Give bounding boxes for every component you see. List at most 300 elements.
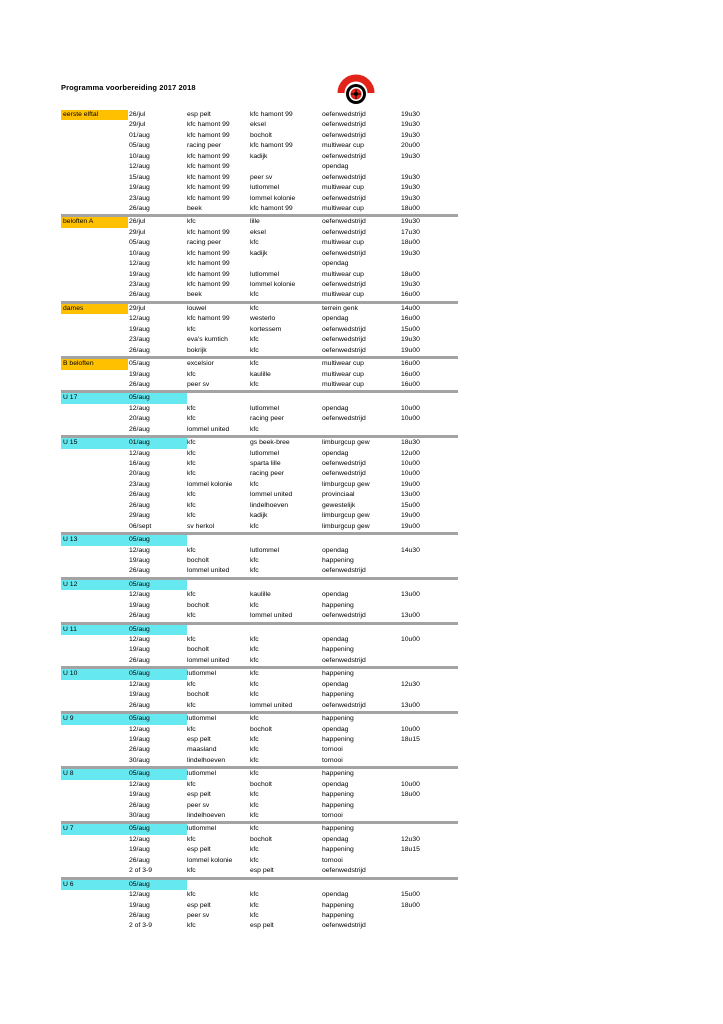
section-label: U 13 [61, 535, 128, 545]
date-cell: 19/aug [129, 646, 150, 654]
home-team-cell: kfc [187, 460, 196, 467]
home-team-cell: maasland [187, 746, 217, 754]
away-team-cell: kfc hamont 99 [250, 111, 293, 118]
home-team-cell: kfc [187, 680, 196, 688]
table-row [61, 501, 458, 511]
time-cell: 16u00 [401, 370, 420, 378]
table-row [61, 183, 458, 193]
time-cell: 13u00 [401, 612, 420, 620]
home-team-cell: sv herkol [187, 522, 215, 530]
section-label: dames [61, 304, 128, 314]
table-row [61, 590, 458, 600]
away-team-cell: esp pelt [250, 922, 274, 930]
match-type-cell: oefenwedstrijd [322, 470, 366, 478]
match-type-cell: opendag [322, 163, 349, 171]
away-team-cell: bocholt [250, 835, 272, 843]
table-row [61, 835, 458, 845]
table-row [61, 325, 458, 335]
match-type-cell: oefenwedstrijd [322, 131, 366, 139]
home-team-cell: kfc [187, 591, 196, 599]
match-type-cell: provinciaal [322, 491, 355, 499]
table-row [61, 735, 458, 745]
home-team-cell: lutlommel [187, 670, 217, 678]
time-cell: 13u00 [401, 701, 420, 709]
away-team-cell: bocholt [250, 131, 272, 139]
home-team-cell: kfc hamont 99 [187, 121, 230, 129]
date-cell: 26/aug [129, 501, 150, 509]
away-team-cell: bocholt [250, 780, 272, 788]
home-team-cell: esp pelt [187, 846, 211, 854]
away-team-cell: kfc [250, 522, 259, 530]
away-team-cell: kfc [250, 901, 259, 909]
away-team-cell: kfc [250, 846, 259, 854]
away-team-cell: kadijk [250, 249, 268, 257]
away-team-cell: kfc [250, 715, 259, 723]
time-cell: 12u30 [401, 680, 420, 688]
home-team-cell: kfc hamont 99 [187, 163, 230, 171]
home-team-cell: kfc [187, 780, 196, 788]
time-cell: 18u00 [401, 270, 420, 278]
table-row [61, 580, 458, 590]
time-cell: 19u30 [401, 131, 420, 139]
away-team-cell: kfc [250, 636, 259, 643]
table-row [61, 669, 458, 679]
table-row [61, 438, 458, 448]
date-cell: 26/aug [129, 612, 150, 620]
time-cell: 10u00 [401, 725, 420, 733]
away-team-cell: kfc [250, 812, 259, 819]
away-team-cell: kfc [250, 291, 259, 299]
section-label: U 15 [61, 438, 128, 448]
section-label: U 6 [61, 880, 128, 890]
table-row [61, 359, 458, 369]
away-team-cell: lutlommel [250, 546, 280, 554]
table-row [61, 425, 458, 435]
away-team-cell: kfc [250, 801, 259, 809]
home-team-cell: peer sv [187, 911, 210, 919]
match-type-cell: opendag [322, 591, 349, 599]
date-cell: 30/aug [129, 756, 150, 764]
table-row [61, 690, 458, 700]
match-type-cell: oefenwedstrijd [322, 194, 366, 202]
away-team-cell: kfc [250, 891, 259, 899]
home-team-cell: kfc [187, 439, 196, 447]
away-team-cell: kadijk [250, 512, 268, 520]
home-team-cell: lommel united [187, 567, 230, 575]
section-u-9 [61, 714, 458, 766]
away-team-cell: esp pelt [250, 867, 274, 875]
match-type-cell: opendag [322, 449, 349, 457]
home-team-cell: lommel united [187, 656, 230, 664]
match-type-cell: happening [322, 911, 354, 919]
match-type-cell: opendag [322, 636, 349, 643]
match-type-cell: oefenwedstrijd [322, 173, 366, 181]
home-team-cell: kfc [187, 546, 196, 554]
away-team-cell: gs beek-bree [250, 439, 290, 447]
home-team-cell: kfc hamont 99 [187, 270, 230, 278]
away-team-cell: kfc hamont 99 [250, 204, 293, 212]
date-cell: 19/aug [129, 846, 150, 854]
away-team-cell: kfc [250, 425, 259, 433]
away-team-cell: kortessem [250, 325, 282, 333]
date-cell: 05/aug [128, 824, 187, 834]
home-team-cell: kfc hamont 99 [187, 173, 230, 181]
table-row [61, 152, 458, 162]
table-row [61, 280, 458, 290]
table-row [61, 714, 458, 724]
home-team-cell: kfc [187, 835, 196, 843]
section-dames [61, 304, 458, 356]
time-cell: 19u00 [401, 522, 420, 530]
away-team-cell: racing peer [250, 470, 285, 478]
home-team-cell: beek [187, 204, 202, 212]
time-cell: 10u00 [401, 780, 420, 788]
home-team-cell: esp pelt [187, 901, 211, 909]
date-cell: 2 of 3-9 [129, 867, 153, 875]
time-cell: 18u00 [401, 791, 420, 799]
section-label: U 10 [61, 669, 128, 679]
time-cell: 15u00 [401, 891, 420, 899]
table-row [61, 131, 458, 141]
away-team-cell: kfc [250, 480, 259, 488]
away-team-cell: kaulille [250, 370, 271, 378]
time-cell: 10u00 [401, 470, 420, 478]
time-cell: 18u00 [401, 239, 420, 247]
home-team-cell: lutlommel [187, 770, 217, 778]
table-row [61, 745, 458, 755]
date-cell: 2 of 3-9 [129, 922, 153, 930]
away-team-cell: kfc [250, 825, 259, 833]
time-cell: 19u30 [401, 281, 420, 288]
date-cell: 19/aug [129, 901, 150, 909]
home-team-cell: bocholt [187, 556, 209, 564]
away-team-cell: lutlommel [250, 270, 280, 278]
away-team-cell: sparta lille [250, 460, 281, 467]
away-team-cell: westerlo [250, 315, 276, 323]
table-row [61, 404, 458, 414]
table-row [61, 522, 458, 532]
section-u-8 [61, 769, 458, 821]
home-team-cell: kfc [187, 470, 196, 478]
table-row [61, 890, 458, 900]
home-team-cell: kfc hamont 99 [187, 194, 230, 202]
date-cell: 12/aug [129, 163, 150, 171]
table-row [61, 380, 458, 390]
away-team-cell: kfc [250, 856, 259, 864]
date-cell: 05/aug [129, 239, 150, 247]
date-cell: 12/aug [129, 315, 150, 323]
table-row [61, 656, 458, 666]
time-cell: 17u30 [401, 228, 420, 236]
match-type-cell: happening [322, 825, 354, 833]
time-cell: 16u00 [401, 315, 420, 323]
table-row [61, 162, 458, 172]
home-team-cell: esp pelt [187, 735, 211, 743]
table-row [61, 901, 458, 911]
match-type-cell: happening [322, 846, 354, 854]
match-type-cell: oefenwedstrijd [322, 228, 366, 236]
date-cell: 12/aug [129, 404, 150, 412]
date-cell: 26/aug [129, 746, 150, 754]
home-team-cell: kfc [187, 415, 196, 423]
match-type-cell: oefenwedstrijd [322, 867, 366, 875]
match-type-cell: multiwear cup [322, 270, 364, 278]
home-team-cell: kfc [187, 491, 196, 499]
table-row [61, 801, 458, 811]
away-team-cell: bocholt [250, 725, 272, 733]
time-cell: 19u30 [401, 121, 420, 129]
away-team-cell: kfc [250, 646, 259, 654]
away-team-cell: kaulille [250, 591, 271, 599]
home-team-cell: kfc [187, 325, 196, 333]
away-team-cell: kfc [250, 735, 259, 743]
time-cell: 18u30 [401, 439, 420, 447]
time-cell: 15u00 [401, 325, 420, 333]
date-cell: 05/aug [128, 625, 187, 635]
home-team-cell: kfc [187, 636, 196, 643]
table-row [61, 141, 458, 151]
section-u-6 [61, 880, 458, 932]
table-row [61, 249, 458, 259]
table-row [61, 880, 458, 890]
away-team-cell: eksel [250, 121, 266, 129]
away-team-cell: lille [250, 218, 260, 226]
section-u-15 [61, 438, 458, 532]
table-row [61, 314, 458, 324]
date-cell: 12/aug [129, 680, 150, 688]
table-row [61, 194, 458, 204]
date-cell: 19/aug [129, 735, 150, 743]
home-team-cell: kfc [187, 922, 196, 930]
away-team-cell: lutlommel [250, 184, 280, 192]
time-cell: 18u15 [401, 735, 420, 743]
section-label: U 7 [61, 824, 128, 834]
match-type-cell: oefenwedstrijd [322, 218, 366, 226]
table-row [61, 824, 458, 834]
date-cell: 05/aug [128, 535, 187, 545]
match-type-cell: opendag [322, 835, 349, 843]
date-cell: 23/aug [129, 480, 150, 488]
table-row [61, 346, 458, 356]
match-type-cell: multiwear cup [322, 184, 364, 192]
date-cell: 19/aug [129, 184, 150, 192]
match-type-cell: tornooi [322, 756, 343, 764]
date-cell: 23/aug [129, 336, 150, 344]
table-row [61, 625, 458, 635]
home-team-cell: kfc [187, 612, 196, 620]
match-type-cell: multiwear cup [322, 380, 364, 388]
date-cell: 05/aug [128, 669, 187, 679]
match-type-cell: happening [322, 735, 354, 743]
table-row [61, 790, 458, 800]
home-team-cell: kfc hamont 99 [187, 184, 230, 192]
section-u-12 [61, 580, 458, 622]
match-type-cell: tornooi [322, 856, 343, 864]
match-type-cell: opendag [322, 260, 349, 268]
match-type-cell: oefenwedstrijd [322, 325, 366, 333]
date-cell: 12/aug [129, 780, 150, 788]
away-team-cell: kfc [250, 567, 259, 575]
time-cell: 18u00 [401, 901, 420, 909]
away-team-cell: lommel united [250, 701, 293, 709]
match-type-cell: limburgcup gew [322, 480, 370, 488]
match-type-cell: oefenwedstrijd [322, 567, 366, 575]
time-cell: 19u30 [401, 336, 420, 344]
away-team-cell: lindelhoeven [250, 501, 289, 509]
time-cell: 19u30 [401, 184, 420, 192]
time-cell: 18u15 [401, 846, 420, 854]
away-team-cell: kfc [250, 239, 259, 247]
away-team-cell: lommel united [250, 491, 293, 499]
date-cell: 30/aug [129, 812, 150, 819]
date-cell: 20/aug [129, 470, 150, 478]
home-team-cell: kfc [187, 867, 196, 875]
home-team-cell: kfc hamont 99 [187, 152, 230, 160]
away-team-cell: kfc [250, 380, 259, 388]
match-type-cell: happening [322, 715, 354, 723]
match-type-cell: oefenwedstrijd [322, 460, 366, 467]
home-team-cell: esp pelt [187, 791, 211, 799]
table-row [61, 680, 458, 690]
date-cell: 26/aug [129, 291, 150, 299]
home-team-cell: kfc hamont 99 [187, 228, 230, 236]
section-u-10 [61, 669, 458, 711]
match-type-cell: multiwear cup [322, 360, 364, 368]
time-cell: 10u00 [401, 636, 420, 643]
date-cell: 19/aug [129, 556, 150, 564]
table-row [61, 535, 458, 545]
away-team-cell: kfc [250, 680, 259, 688]
table-row [61, 414, 458, 424]
table-row [61, 228, 458, 238]
date-cell: 20/aug [129, 415, 150, 423]
date-cell: 05/aug [128, 580, 187, 590]
home-team-cell: bokrijk [187, 346, 207, 354]
date-cell: 10/aug [129, 152, 150, 160]
match-type-cell: multiwear cup [322, 142, 364, 150]
section-b-beloften [61, 359, 458, 390]
date-cell: 26/aug [129, 346, 150, 354]
section-beloften-a [61, 217, 458, 301]
time-cell: 10u00 [401, 404, 420, 412]
table-row [61, 511, 458, 521]
section-u-11 [61, 625, 458, 667]
section-u-13 [61, 535, 458, 577]
time-cell: 14u30 [401, 546, 420, 554]
match-type-cell: multiwear cup [322, 204, 364, 212]
home-team-cell: bocholt [187, 691, 209, 699]
date-cell: 01/aug [128, 438, 187, 448]
away-team-cell: lommel kolonie [250, 194, 296, 202]
time-cell: 19u30 [401, 194, 420, 202]
table-row [61, 611, 458, 621]
table-row [61, 556, 458, 566]
match-type-cell: happening [322, 556, 354, 564]
match-type-cell: oefenwedstrijd [322, 111, 366, 118]
match-type-cell: limburgcup gew [322, 439, 370, 447]
home-team-cell: excelsior [187, 360, 214, 368]
home-team-cell: kfc [187, 404, 196, 412]
date-cell: 05/aug [128, 393, 187, 403]
table-row [61, 270, 458, 280]
date-cell: 06/sept [129, 522, 152, 530]
home-team-cell: kfc [187, 701, 196, 709]
table-row [61, 469, 458, 479]
home-team-cell: kfc [187, 370, 196, 378]
table-row [61, 701, 458, 711]
match-type-cell: happening [322, 770, 354, 778]
table-row [61, 921, 458, 931]
time-cell: 18u00 [401, 204, 420, 212]
away-team-cell: kfc [250, 601, 259, 609]
match-type-cell: opendag [322, 725, 349, 733]
table-row [61, 259, 458, 269]
table-row [61, 393, 458, 403]
date-cell: 26/aug [129, 856, 150, 864]
date-cell: 12/aug [129, 636, 150, 643]
home-team-cell: lommel kolonie [187, 480, 233, 488]
table-row [61, 217, 458, 227]
home-team-cell: kfc [187, 725, 196, 733]
table-row [61, 238, 458, 248]
time-cell: 14u00 [401, 304, 420, 312]
match-type-cell: oefenwedstrijd [322, 346, 366, 354]
table-row [61, 911, 458, 921]
away-team-cell: kfc [250, 670, 259, 678]
time-cell: 13u00 [401, 491, 420, 499]
match-type-cell: opendag [322, 891, 349, 899]
match-type-cell: oefenwedstrijd [322, 281, 366, 288]
time-cell: 10u00 [401, 415, 420, 423]
table-row [61, 480, 458, 490]
away-team-cell: racing peer [250, 415, 285, 423]
match-type-cell: limburgcup gew [322, 512, 370, 520]
table-row [61, 635, 458, 645]
time-cell: 13u00 [401, 591, 420, 599]
date-cell: 01/aug [129, 131, 150, 139]
date-cell: 12/aug [129, 835, 150, 843]
date-cell: 29/jul [129, 228, 146, 236]
date-cell: 29/aug [129, 512, 150, 520]
away-team-cell: kfc [250, 746, 259, 754]
match-type-cell: tornooi [322, 746, 343, 754]
match-type-cell: oefenwedstrijd [322, 152, 366, 160]
home-team-cell: lindelhoeven [187, 756, 226, 764]
table-row [61, 120, 458, 130]
date-cell: 19/aug [129, 270, 150, 278]
time-cell: 19u30 [401, 111, 420, 118]
date-cell: 26/aug [129, 380, 150, 388]
away-team-cell: lutlommel [250, 449, 280, 457]
match-type-cell: opendag [322, 404, 349, 412]
time-cell: 16u00 [401, 291, 420, 299]
date-cell: 26/aug [129, 425, 150, 433]
table-row [61, 866, 458, 876]
home-team-cell: peer sv [187, 801, 210, 809]
date-cell: 29/jul [129, 121, 146, 129]
section-label: U 12 [61, 580, 128, 590]
match-type-cell: happening [322, 646, 354, 654]
time-cell: 19u00 [401, 346, 420, 354]
match-type-cell: oefenwedstrijd [322, 121, 366, 129]
date-cell: 12/aug [129, 449, 150, 457]
time-cell: 10u00 [401, 460, 420, 467]
table-row [61, 780, 458, 790]
home-team-cell: kfc hamont 99 [187, 131, 230, 139]
away-team-cell: kfc [250, 304, 259, 312]
match-type-cell: oefenwedstrijd [322, 656, 366, 664]
away-team-cell: kadijk [250, 152, 268, 160]
